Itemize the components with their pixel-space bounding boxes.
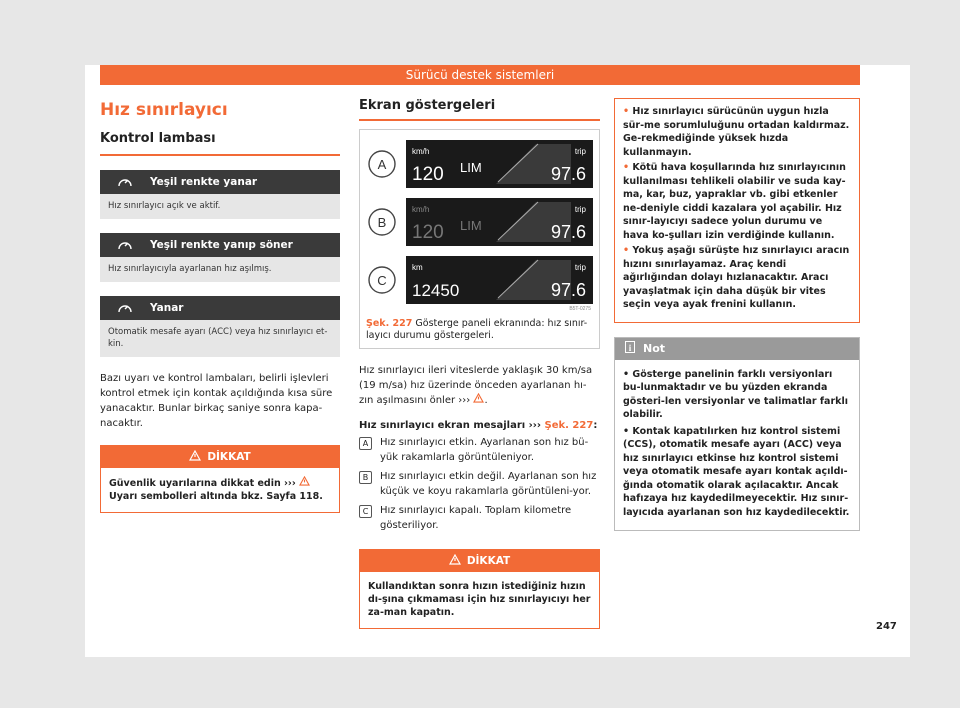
- info-icon: [625, 341, 635, 356]
- lamp-description: Hız sınırlayıcı açık ve aktif.: [100, 194, 340, 219]
- panel-b-trip-value: 97.6: [550, 222, 586, 242]
- warning-link-text[interactable]: Uyarı sembolleri altında bkz. Sayfa 118.: [109, 491, 323, 502]
- speed-limiter-icon: [100, 238, 150, 252]
- warning-triangle-icon: [189, 450, 201, 464]
- cluster-display-svg: [366, 136, 593, 312]
- subtitle: Kontrol lambası: [100, 131, 216, 146]
- speed-limiter-icon: [100, 175, 150, 189]
- panel-b-unit: km/h: [412, 205, 430, 214]
- panel-a-letter: A: [377, 157, 387, 172]
- panel-a-speed: 120: [412, 164, 444, 185]
- page-title: Hız sınırlayıcı: [100, 100, 228, 120]
- panel-b-letter: B: [377, 215, 387, 230]
- panel-a-unit: km/h: [412, 147, 430, 156]
- lamp-description: Otomatik mesafe ayarı (ACC) veya hız sınırlayıcı et-kin.: [100, 320, 340, 357]
- section-header: Sürücü destek sistemleri: [100, 65, 860, 85]
- panel-b-trip-label: trip: [574, 205, 586, 214]
- item-badge: A: [359, 437, 372, 450]
- body-paragraph: Bazı uyarı ve kontrol lambaları, belirli işlevleri kontrol etmek için kontak açıldığında kısa süre yanacaktır. Bunlar birkaç saniye sonra kapa-nacaktır.: [100, 373, 333, 429]
- warning-box: [359, 549, 600, 629]
- caption-text: Gösterge paneli ekranında: hız sınır-layıcı durumu göstergeleri.: [366, 318, 588, 341]
- item-text: Hız sınırlayıcı kapalı. Toplam kilometre gösteriliyor.: [380, 505, 572, 531]
- subtitle-rule: [100, 130, 340, 156]
- figure-227: [359, 129, 600, 349]
- lamp-on: [100, 296, 340, 357]
- warning-title: DİKKAT: [466, 555, 511, 567]
- messages-heading: Hız sınırlayıcı ekran mesajları ››› Şek. 227:: [359, 420, 598, 431]
- panel-b-speed: 120: [412, 222, 444, 243]
- page-number: 247: [876, 621, 897, 632]
- note-item: • Kontak kapatılırken hız kontrol sistemi (CCS), otomatik mesafe ayarı (ACC) veya hız sınırlayıcı etkinse hız kontrol sistemi veya otomatik mesafe ayarı kontak açıldı-ğında otomatik olarak açılacaktır. Ancak hafızaya hız kaydedilmeyecektir. Hız sınır-layıcıda ayarlanan son hız kaydedilecektir.: [623, 425, 850, 518]
- warning-title: DİKKAT: [207, 451, 251, 463]
- warning-triangle-icon: [473, 395, 484, 406]
- column-middle: [359, 98, 600, 629]
- panel-c-unit: km: [412, 263, 423, 272]
- lamp-label: Yeşil renkte yanar: [150, 176, 258, 188]
- bullet-item: • Kötü hava koşullarında hız sınırlayıcının kullanılması tehlikeli olabilir ve suda kay-ma, kar, buz, yapraklar vb. gibi etkenler ne-deniyle ciddi kazalara yol açabilir. Hız sınır-layıcıyı sadece yolun durumu ve hava ko-şulları izin verdiğinde kullanın.: [623, 162, 846, 241]
- lamp-description: Hız sınırlayıcıyla ayarlanan hız aşılmış.: [100, 257, 340, 282]
- panel-c-trip-label: trip: [574, 263, 586, 272]
- bullet-item: • Yokuş aşağı sürüşte hız sınırlayıcı aracın hızını sınırlayamaz. Araç kendi ağırlığından dolayı hızlanacaktır. Aracı yavaşlatmak için daha düşük bir vites seçin veya ayak frenini kullanın.: [623, 245, 850, 310]
- display-figure: [366, 136, 593, 312]
- lamp-green-blink: [100, 233, 340, 282]
- item-badge: C: [359, 505, 372, 518]
- section-title: Ekran göstergeleri: [359, 98, 600, 121]
- item-text: Hız sınırlayıcı etkin. Ayarlanan son hız bü-yük rakamlarla görüntüleniyor.: [380, 437, 589, 463]
- figure-reference-link[interactable]: Şek. 227: [544, 420, 594, 431]
- panel-a-lim: LIM: [460, 160, 482, 175]
- figure-number: Şek. 227: [366, 318, 413, 329]
- list-item: [359, 469, 600, 499]
- warning-text: Kullandıktan sonra hızın istediğiniz hızın dı-şına çıkmaması için hız sınırlayıcıyı her za-man kapatın.: [368, 581, 591, 618]
- body-paragraph: Hız sınırlayıcı ileri viteslerde yaklaşık 30 km/sa (19 m/sa) hız üzerinde önceden ayarlanan hı-zın aşılmasını önler ››› .: [359, 365, 593, 406]
- note-box: [614, 337, 860, 532]
- panel-a-trip-value: 97.6: [550, 164, 586, 184]
- warning-triangle-icon: [449, 554, 461, 568]
- list-item: [359, 435, 600, 465]
- panel-a-trip-label: trip: [574, 147, 586, 156]
- panel-c-odometer: 12450: [412, 281, 460, 300]
- panel-b-lim: LIM: [460, 218, 482, 233]
- column-left: [100, 98, 340, 513]
- speed-limiter-icon: [100, 301, 150, 315]
- figure-caption: [366, 318, 593, 342]
- warning-triangle-icon: [299, 478, 310, 489]
- warning-text: Güvenlik uyarılarına dikkat edin ›››: [109, 478, 296, 489]
- lamp-label: Yeşil renkte yanıp söner: [150, 239, 293, 251]
- note-title: Not: [643, 342, 666, 355]
- warning-continuation-box: [614, 98, 860, 323]
- lamp-green-on: [100, 170, 340, 219]
- column-right: [614, 98, 860, 531]
- figure-code: B5T-0275: [569, 306, 591, 312]
- item-badge: B: [359, 471, 372, 484]
- panel-c-trip-value: 97.6: [550, 280, 586, 300]
- lamp-label: Yanar: [150, 302, 184, 314]
- svg-text:i: i: [628, 343, 632, 353]
- panel-c-letter: C: [377, 273, 387, 288]
- bullet-item: • Hız sınırlayıcı sürücünün uygun hızla sür-me sorumluluğunu ortadan kaldırmaz. Ge-rekmediğinde yüksek hızda kullanmayın.: [623, 106, 850, 158]
- warning-box: [100, 445, 340, 513]
- note-item: • Gösterge panelinin farklı versiyonları bu-lunmaktadır ve bu yüzden ekranda gösteri-len versiyonlar ve talimatlar farklı olabilir.: [623, 368, 848, 420]
- list-item: [359, 503, 600, 533]
- item-text: Hız sınırlayıcı etkin değil. Ayarlanan son hız küçük ve koyu rakamlarla görüntüleni-yor.: [380, 471, 597, 497]
